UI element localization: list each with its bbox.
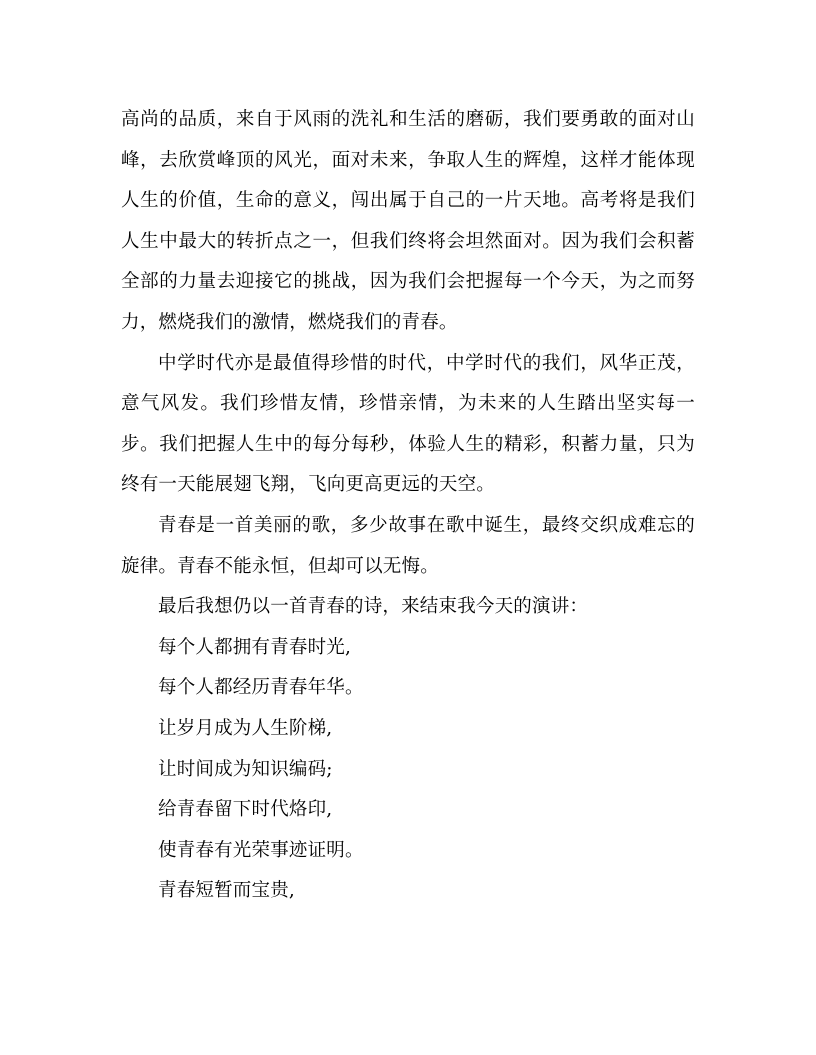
poem-line-4: 让时间成为知识编码; [158,758,333,780]
poem [121,628,695,912]
poem-line-5: 给青春留下时代烙印, [158,799,333,821]
poem-line-3: 让岁月成为人生阶梯, [158,717,333,739]
paragraph-4: 最后我想仍以一首青春的诗，来结束我今天的演讲： [158,596,589,618]
poem-line-1: 每个人都拥有青春时光, [158,636,352,658]
document-body [121,100,695,912]
paragraph-1: 高尚的品质，来自于风雨的洗礼和生活的磨砺，我们要勇敢的面对山峰，去欣赏峰顶的风光，面对未来，争取人生的辉煌，这样才能体现人生的价值，生命的意义，闯出属于自己的一片天地。高考将是我们人生中最大的转折点之一，但我们终将会坦然面对。因为我们会积蓄全部的力量去迎接它的挑战，因为我们会把握每一个今天，为之而努力，燃烧我们的激情，燃烧我们的青春。 [121,109,695,333]
paragraph-3: 青春是一首美丽的歌，多少故事在歌中诞生，最终交织成难忘的旋律。青春不能永恒，但却可以无悔。 [121,514,695,577]
poem-line-7: 青春短暂而宝贵, [158,880,295,902]
poem-line-2: 每个人都经历青春年华。 [158,677,364,699]
poem-line-6: 使青春有光荣事迹证明。 [158,839,364,861]
paragraph-2: 中学时代亦是最值得珍惜的时代，中学时代的我们，风华正茂，意气风发。我们珍惜友情，珍惜亲情，为未来的人生踏出坚实每一步。我们把握人生中的每分每秒，体验人生的精彩，积蓄力量，只为终有一天能展翅飞翔，飞向更高更远的天空。 [121,352,695,496]
